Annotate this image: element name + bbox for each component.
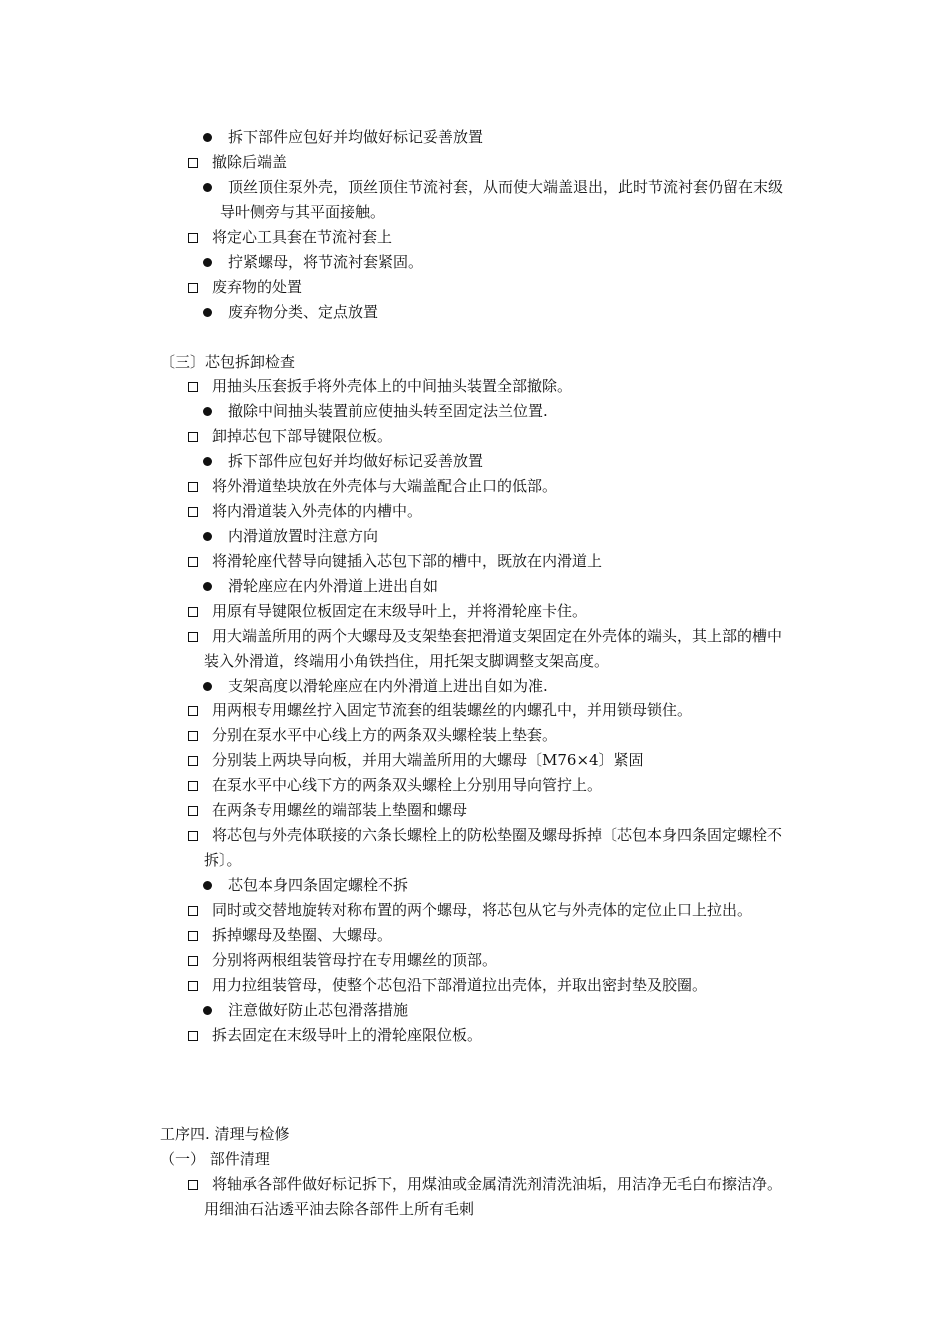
checkbox-square-icon <box>188 706 198 716</box>
bullet-icon <box>203 532 212 541</box>
list-item: 撤除中间抽头装置前应使抽头转至固定法兰位置. <box>203 399 548 423</box>
checkbox-square-icon <box>188 956 198 966</box>
list-item: 将内滑道装入外壳体的内槽中。 <box>188 499 422 523</box>
list-item: 滑轮座应在内外滑道上进出自如 <box>203 574 438 598</box>
checkbox-square-icon <box>188 1031 198 1041</box>
list-item: 在泵水平中心线下方的两条双头螺栓上分别用导向管拧上。 <box>188 773 602 797</box>
checkbox-square-icon <box>188 1180 198 1190</box>
bullet-icon <box>203 682 212 691</box>
list-item: 拆去固定在末级导叶上的滑轮座限位板。 <box>188 1023 482 1047</box>
list-item: 用大端盖所用的两个大螺母及支架垫套把滑道支架固定在外壳体的端头，其上部的槽中 <box>188 624 782 648</box>
list-item: 内滑道放置时注意方向 <box>203 524 378 548</box>
list-item: 拆下部件应包好并均做好标记妥善放置 <box>203 449 483 473</box>
list-item: 将外滑道垫块放在外壳体与大端盖配合止口的低部。 <box>188 474 557 498</box>
bullet-icon <box>203 308 212 317</box>
checkbox-square-icon <box>188 806 198 816</box>
list-item: 拆下部件应包好并均做好标记妥善放置 <box>203 125 483 149</box>
bullet-icon <box>203 183 212 192</box>
list-item: 卸掉芯包下部导键限位板。 <box>188 424 392 448</box>
checkbox-square-icon <box>188 432 198 442</box>
list-item-continuation: 用细油石沾透平油去除各部件上所有毛刺 <box>204 1200 475 1218</box>
bullet-icon <box>203 258 212 267</box>
checkbox-square-icon <box>188 233 198 243</box>
list-item: 注意做好防止芯包滑落措施 <box>203 998 408 1022</box>
list-item: 用两根专用螺丝拧入固定节流套的组装螺丝的内螺孔中，并用锁母锁住。 <box>188 698 692 722</box>
list-item: 将定心工具套在节流衬套上 <box>188 225 392 249</box>
checkbox-square-icon <box>188 906 198 916</box>
checkbox-square-icon <box>188 632 198 642</box>
checkbox-square-icon <box>188 283 198 293</box>
list-item: 分别在泵水平中心线上方的两条双头螺栓装上垫套。 <box>188 723 557 747</box>
list-item: 同时或交替地旋转对称布置的两个螺母，将芯包从它与外壳体的定位止口上拉出。 <box>188 898 752 922</box>
list-item-continuation: 导叶侧旁与其平面接触。 <box>220 203 386 221</box>
list-item: 废弃物的处置 <box>188 275 302 299</box>
checkbox-square-icon <box>188 756 198 766</box>
list-item: 在两条专用螺丝的端部装上垫圈和螺母 <box>188 798 467 822</box>
list-item: 拧紧螺母，将节流衬套紧固。 <box>203 250 423 274</box>
checkbox-square-icon <box>188 931 198 941</box>
section-title: 工序四. 清理与检修 <box>160 1125 290 1143</box>
list-item: 将轴承各部件做好标记拆下，用煤油或金属清洗剂清洗油垢，用洁净无毛白布擦洁净。 <box>188 1172 782 1196</box>
list-item: 分别将两根组装管母拧在专用螺丝的顶部。 <box>188 948 497 972</box>
list-item: 分别装上两块导向板，并用大端盖所用的大螺母〔M76×4〕紧固 <box>188 748 644 772</box>
bullet-icon <box>203 881 212 890</box>
bullet-icon <box>203 1006 212 1015</box>
checkbox-square-icon <box>188 607 198 617</box>
bullet-icon <box>203 582 212 591</box>
list-item: 拆掉螺母及垫圈、大螺母。 <box>188 923 392 947</box>
checkbox-square-icon <box>188 557 198 567</box>
list-item: 顶丝顶住泵外壳，顶丝顶住节流衬套，从而使大端盖退出，此时节流衬套仍留在末级 <box>203 175 783 199</box>
list-item: 用抽头压套扳手将外壳体上的中间抽头装置全部撤除。 <box>188 374 572 398</box>
checkbox-square-icon <box>188 981 198 991</box>
list-item-continuation: 装入外滑道，终端用小角铁挡住，用托架支脚调整支架高度。 <box>204 652 610 670</box>
checkbox-square-icon <box>188 382 198 392</box>
list-item: 废弃物分类、定点放置 <box>203 300 378 324</box>
bullet-icon <box>203 457 212 466</box>
list-item: 用力拉组装管母，使整个芯包沿下部滑道拉出壳体，并取出密封垫及胶圈。 <box>188 973 707 997</box>
list-item: 支架高度以滑轮座应在内外滑道上进出自如为准. <box>203 674 548 698</box>
list-item: 撤除后端盖 <box>188 150 287 174</box>
checkbox-square-icon <box>188 507 198 517</box>
bullet-icon <box>203 407 212 416</box>
checkbox-square-icon <box>188 482 198 492</box>
list-item: 将滑轮座代替导向键插入芯包下部的槽中，既放在内滑道上 <box>188 549 602 573</box>
section-heading: 〔三〕芯包拆卸检查 <box>160 353 296 371</box>
checkbox-square-icon <box>188 831 198 841</box>
list-item: 将芯包与外壳体联接的六条长螺栓上的防松垫圈及螺母拆掉〔芯包本身四条固定螺栓不 <box>188 823 782 847</box>
list-item: 用原有导键限位板固定在末级导叶上，并将滑轮座卡住。 <box>188 599 587 623</box>
checkbox-square-icon <box>188 781 198 791</box>
checkbox-square-icon <box>188 158 198 168</box>
list-item-continuation: 拆〕。 <box>204 851 242 869</box>
subsection-title: （一） 部件清理 <box>160 1150 270 1168</box>
list-item: 芯包本身四条固定螺栓不拆 <box>203 873 408 897</box>
bullet-icon <box>203 133 212 142</box>
checkbox-square-icon <box>188 731 198 741</box>
